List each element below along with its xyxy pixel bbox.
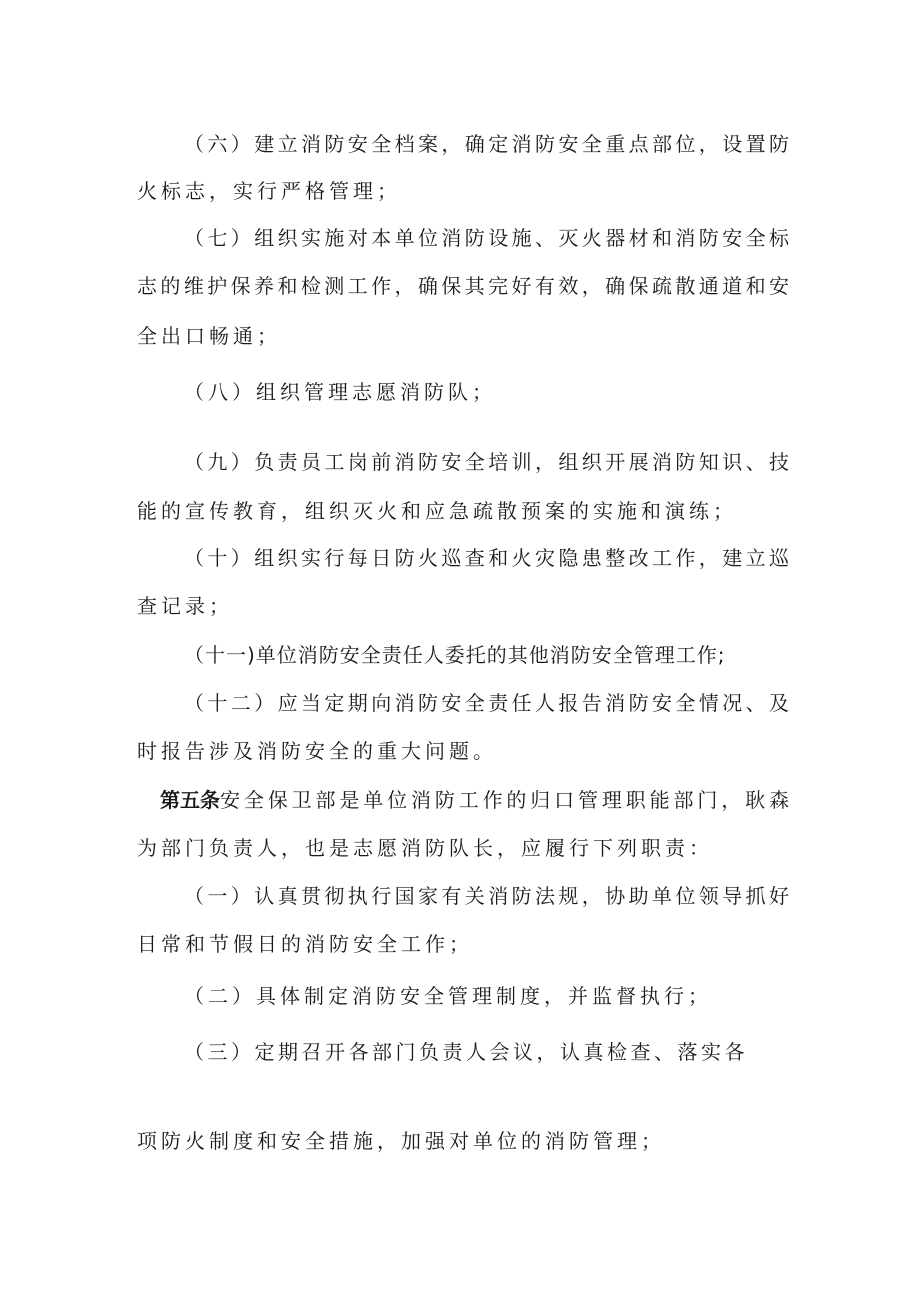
paragraph-line: （三）定期召开各部门负责人会议，认真检查、落实各 [184,1040,748,1064]
paragraph-line: （八）组织管理志愿消防队； [184,380,496,404]
paragraph-line: 日常和节假日的消防安全工作； [137,932,473,956]
paragraph-line: （十一)单位消防安全责任人委托的其他消防安全管理工作; [184,643,726,667]
paragraph-line: 安全保卫部是单位消防工作的归口管理职能部门，耿森 [220,788,789,812]
article-5-line [160,786,789,814]
paragraph-line: 志的维护保养和检测工作，确保其完好有效，确保疏散通道和安 [137,274,789,298]
paragraph-line: 项防火制度和安全措施，加强对单位的消防管理； [137,1129,665,1153]
paragraph-line: （六）建立消防安全档案，确定消防安全重点部位，设置防 [184,132,789,156]
paragraph-line: 时报告涉及消防安全的重大问题。 [137,739,497,763]
paragraph-line: （九）负责员工岗前消防安全培训，组织开展消防知识、技 [184,450,789,474]
article-5-label: 第五条 [160,788,220,812]
paragraph-line: （七）组织实施对本单位消防设施、灭火器材和消防安全标 [184,226,789,250]
paragraph-line: （二）具体制定消防安全管理制度，并监督执行； [184,984,712,1008]
paragraph-line: 能的宣传教育，组织灭火和应急疏散预案的实施和演练； [137,499,737,523]
paragraph-line: 全出口畅通； [137,324,281,348]
paragraph-line: （十）组织实行每日防火巡查和火灾隐患整改工作，建立巡 [184,546,789,570]
paragraph-line: 火标志，实行严格管理； [137,179,401,203]
paragraph-line: 查记录； [137,594,233,618]
paragraph-line: 为部门负责人，也是志愿消防队长，应履行下列职责： [137,836,713,860]
paragraph-line: （十二）应当定期向消防安全责任人报告消防安全情况、及 [184,691,789,715]
paragraph-line: （一）认真贯彻执行国家有关消防法规，协助单位领导抓好 [184,884,789,908]
